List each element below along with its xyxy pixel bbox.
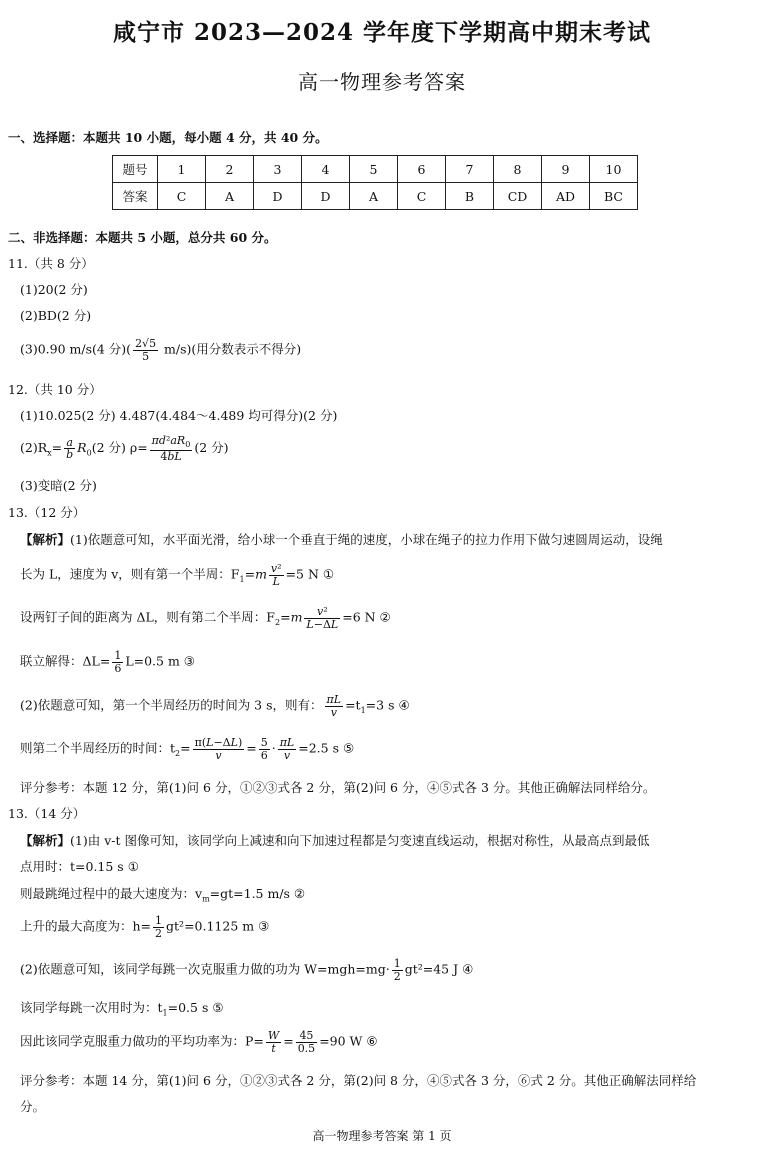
- table-cell: 3: [254, 156, 302, 183]
- q13-line4: 联立解得：ΔL= $\frac{1}{6}$ L=0.5 m ③: [20, 649, 195, 675]
- table-cell: 10: [590, 156, 638, 183]
- analysis-tag: 【解析】: [20, 833, 71, 848]
- fraction: $\frac{\pi L}{v}$: [279, 736, 295, 762]
- q13-line5: (2)依题意可知，第一个半周经历的时间为 3 s，则有： $\frac{\pi L}{v}$ $=t_1=3$ s ④: [20, 693, 410, 719]
- q13-score: 评分参考：本题 12 分，第(1)问 6 分，①②③式各 2 分，第(2)问 6 分，④⑤式各 3 分。其他正确解法同样给分。: [20, 780, 656, 795]
- table-cell: B: [446, 183, 494, 210]
- q13-line1: 【解析】(1)依题意可知，水平面光滑，给小球一个垂直于绳的速度，小球在绳子的拉力作用下做匀速圆周运动，设绳: [20, 532, 663, 547]
- table-cell: D: [302, 183, 350, 210]
- table-cell: 7: [446, 156, 494, 183]
- fraction: $\frac{1}{2}$: [155, 914, 163, 940]
- table-cell: 答案: [113, 183, 158, 210]
- page-footer: 高一物理参考答案 第 1 页: [312, 1129, 452, 1143]
- table-cell: 4: [302, 156, 350, 183]
- fraction: $\frac{\text{v²}}{L-\Delta L}$: [306, 605, 339, 631]
- table-row: [113, 183, 638, 210]
- fraction: $\frac{5}{6}$: [260, 736, 268, 762]
- q14-heading: 13.（14 分）: [8, 806, 86, 821]
- q13-heading: 13.（12 分）: [8, 505, 86, 520]
- q12-part2: $(2)R_x=$ $\frac{a}{b}$ $R_0(2$ 分) ρ= $\frac{\pi d^2aR_0}{4bL}$ (2 分): [20, 434, 229, 463]
- analysis-tag: 【解析】: [20, 532, 71, 547]
- q12-heading: 12.（共 10 分）: [8, 382, 102, 397]
- q11-part1: (1)20(2 分): [20, 282, 88, 297]
- fraction: $\frac{\pi(L-\Delta L)}{v}$: [194, 736, 243, 762]
- fraction: $\frac{1}{6}$: [114, 649, 122, 675]
- q13-line3: 设两钉子间的距离为 ΔL，则有第二个半周：$F_2=m$ $\frac{\text{v²}}{L-\Delta L}$ =6 N ②: [20, 605, 391, 631]
- q11-part3-tail: m/s)(用分数表示不得分): [160, 341, 302, 357]
- table-cell: CD: [494, 183, 542, 210]
- table-cell: 6: [398, 156, 446, 183]
- section2-heading: 二、非选择题：本题共 5 小题，总分共 60 分。: [8, 230, 277, 245]
- table-cell: 1: [158, 156, 206, 183]
- q14-score-cont: 分。: [20, 1099, 46, 1114]
- table-cell: A: [206, 183, 254, 210]
- table-cell: A: [350, 183, 398, 210]
- fraction: $\frac{\pi d^2aR_0}{4bL}$: [151, 434, 191, 463]
- table-cell: 5: [350, 156, 398, 183]
- answer-table: [112, 155, 638, 210]
- q14-line3: 则最跳绳过程中的最大速度为：$v_m=gt=1.5$ m/s ②: [20, 886, 306, 904]
- table-cell: C: [398, 183, 446, 210]
- table-cell: 9: [542, 156, 590, 183]
- table-row: [113, 156, 638, 183]
- table-cell: AD: [542, 183, 590, 210]
- q12-part2-text: (2)R: [20, 440, 48, 456]
- table-cell: 8: [494, 156, 542, 183]
- q14-score: 评分参考：本题 14 分，第(1)问 6 分，①②③式各 2 分，第(2)问 8 分，④⑤式各 3 分，⑥式 2 分。其他正确解法同样给: [20, 1073, 697, 1088]
- table-cell: D: [254, 183, 302, 210]
- q11-part3: [20, 338, 301, 362]
- table-cell: 2: [206, 156, 254, 183]
- q14-line7: 因此该同学克服重力做功的平均功率为：P= $\frac{W}{t}$ = $\frac{45}{0.5}$ =90 W ⑥: [20, 1029, 378, 1055]
- fraction: $\frac{\text{v²}}{L}$: [270, 562, 282, 588]
- fraction: $\frac{45}{0.5}$: [297, 1029, 316, 1055]
- q11-part3-text: (3)0.90 m/s(4 分)(: [20, 341, 132, 357]
- q12-part2-mid: (2 分) ρ=: [91, 440, 148, 456]
- q13-line2: 长为 L，速度为 v，则有第一个半周：$F_1=m$ $\frac{\text{v²}}{L}$ =5 N ①: [20, 562, 335, 588]
- q12-part2-tail: (2 分): [194, 440, 229, 456]
- fraction: $\frac{\pi L}{v}$: [326, 693, 342, 719]
- page-title: 咸宁市 2023—2024 学年度下学期高中期末考试: [112, 19, 652, 46]
- page-subtitle: 高一物理参考答案: [298, 70, 466, 94]
- q14-line2: 点用时：t=0.15 s ①: [20, 859, 139, 874]
- q12-part3: (3)变暗(2 分): [20, 478, 97, 493]
- q13-line6: 则第二个半周经历的时间：$t_2=$ $\frac{\pi(L-\Delta L)}{v}$ = $\frac{5}{6}$ · $\frac{\pi L}{v}$ =2.5 s ⑤: [20, 736, 355, 762]
- section1-heading: 一、选择题：本题共 10 小题，每小题 4 分，共 40 分。: [8, 130, 328, 145]
- table-cell: C: [158, 183, 206, 210]
- q14-line6: 该同学每跳一次用时为：$t_1=0.5$ s ⑤: [20, 1000, 224, 1018]
- q11-heading: 11.（共 8 分）: [8, 256, 94, 271]
- fraction: $\frac{1}{2}$: [393, 957, 401, 983]
- fraction: $\frac{2√5}{5}$: [135, 337, 157, 363]
- fraction: $\frac{a}{b}$: [66, 435, 74, 462]
- table-cell: BC: [590, 183, 638, 210]
- q14-line4: 上升的最大高度为：h= $\frac{1}{2}$ gt²=0.1125 m ③: [20, 914, 270, 940]
- q14-line1: 【解析】(1)由 v-t 图像可知，该同学向上减速和向下加速过程都是匀变速直线运动，根据对称性，从最高点到最低: [20, 833, 650, 848]
- q11-part2: (2)BD(2 分): [20, 308, 92, 323]
- q12-part1: (1)10.025(2 分) 4.487(4.484～4.489 均可得分)(2 分): [20, 408, 338, 423]
- fraction: $\frac{W}{t}$: [267, 1029, 280, 1055]
- table-cell: 题号: [113, 156, 158, 183]
- q14-line5: (2)依题意可知，该同学每跳一次克服重力做的功为 W=mgh=mg· $\frac{1}{2}$ gt²=45 J ④: [20, 957, 474, 983]
